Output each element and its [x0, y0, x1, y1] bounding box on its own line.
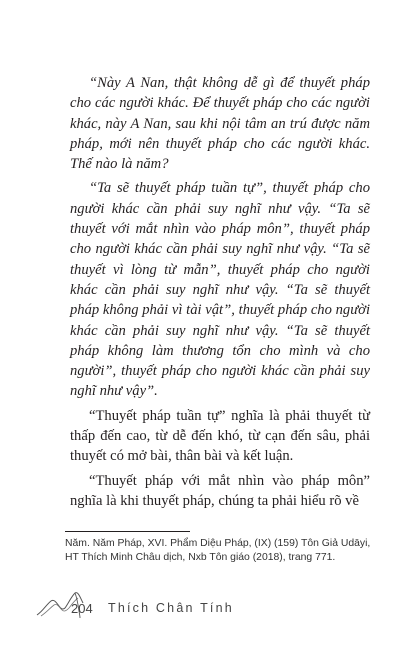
footnote-divider	[65, 531, 190, 532]
paragraph-quote-2: “Ta sẽ thuyết pháp tuần tự”, thuyết pháp cho người khác cần phải suy nghĩ như vậy. “Ta sẽ thuyết với mắt nhìn vào pháp môn”, thuyết pháp cho người khác cần phải suy nghĩ như vậy. “Ta sẽ thuyết vì lòng từ mẫn”, thuyết pháp cho người khác cần phải suy nghĩ như vậy. “Ta sẽ thuyết pháp không phải vì tài vật”, thuyết pháp cho người khác cần phải suy nghĩ như vậy. “Ta sẽ thuyết pháp không làm thương tổn cho mình và cho người”, thuyết pháp cho người khác cần phải suy nghĩ như vậy”.	[70, 180, 370, 400]
paragraph-quote-1: “Này A Nan, thật không dễ gì để thuyết pháp cho các người khác. Để thuyết pháp cho các người khác, này A Nan, sau khi nội tâm an trú được năm pháp, mới nên thuyết pháp cho các người khác. Thế nào là năm?	[70, 75, 370, 173]
page-number: 204	[71, 601, 93, 616]
running-title: Thích Chân Tính	[108, 601, 234, 615]
body-text	[70, 73, 370, 515]
footnote	[65, 537, 380, 565]
paragraph-4: “Thuyết pháp với mắt nhìn vào pháp môn” nghĩa là khi thuyết pháp, chúng ta phải hiểu rõ về	[70, 472, 370, 509]
paragraph-3: “Thuyết pháp tuần tự” nghĩa là phải thuyết từ thấp đến cao, từ dễ đến khó, từ cạn đến sâu, phải thuyết có mở bài, thân bài và kết luận.	[70, 407, 370, 465]
footnote-text: Năm. Năm Pháp, XVI. Phẩm Diệu Pháp, (IX) (159) Tôn Giả Udāyi, HT Thích Minh Châu dịch, Nxb Tôn giáo (2018), trang 771.	[65, 538, 371, 563]
page-footer	[35, 589, 335, 629]
